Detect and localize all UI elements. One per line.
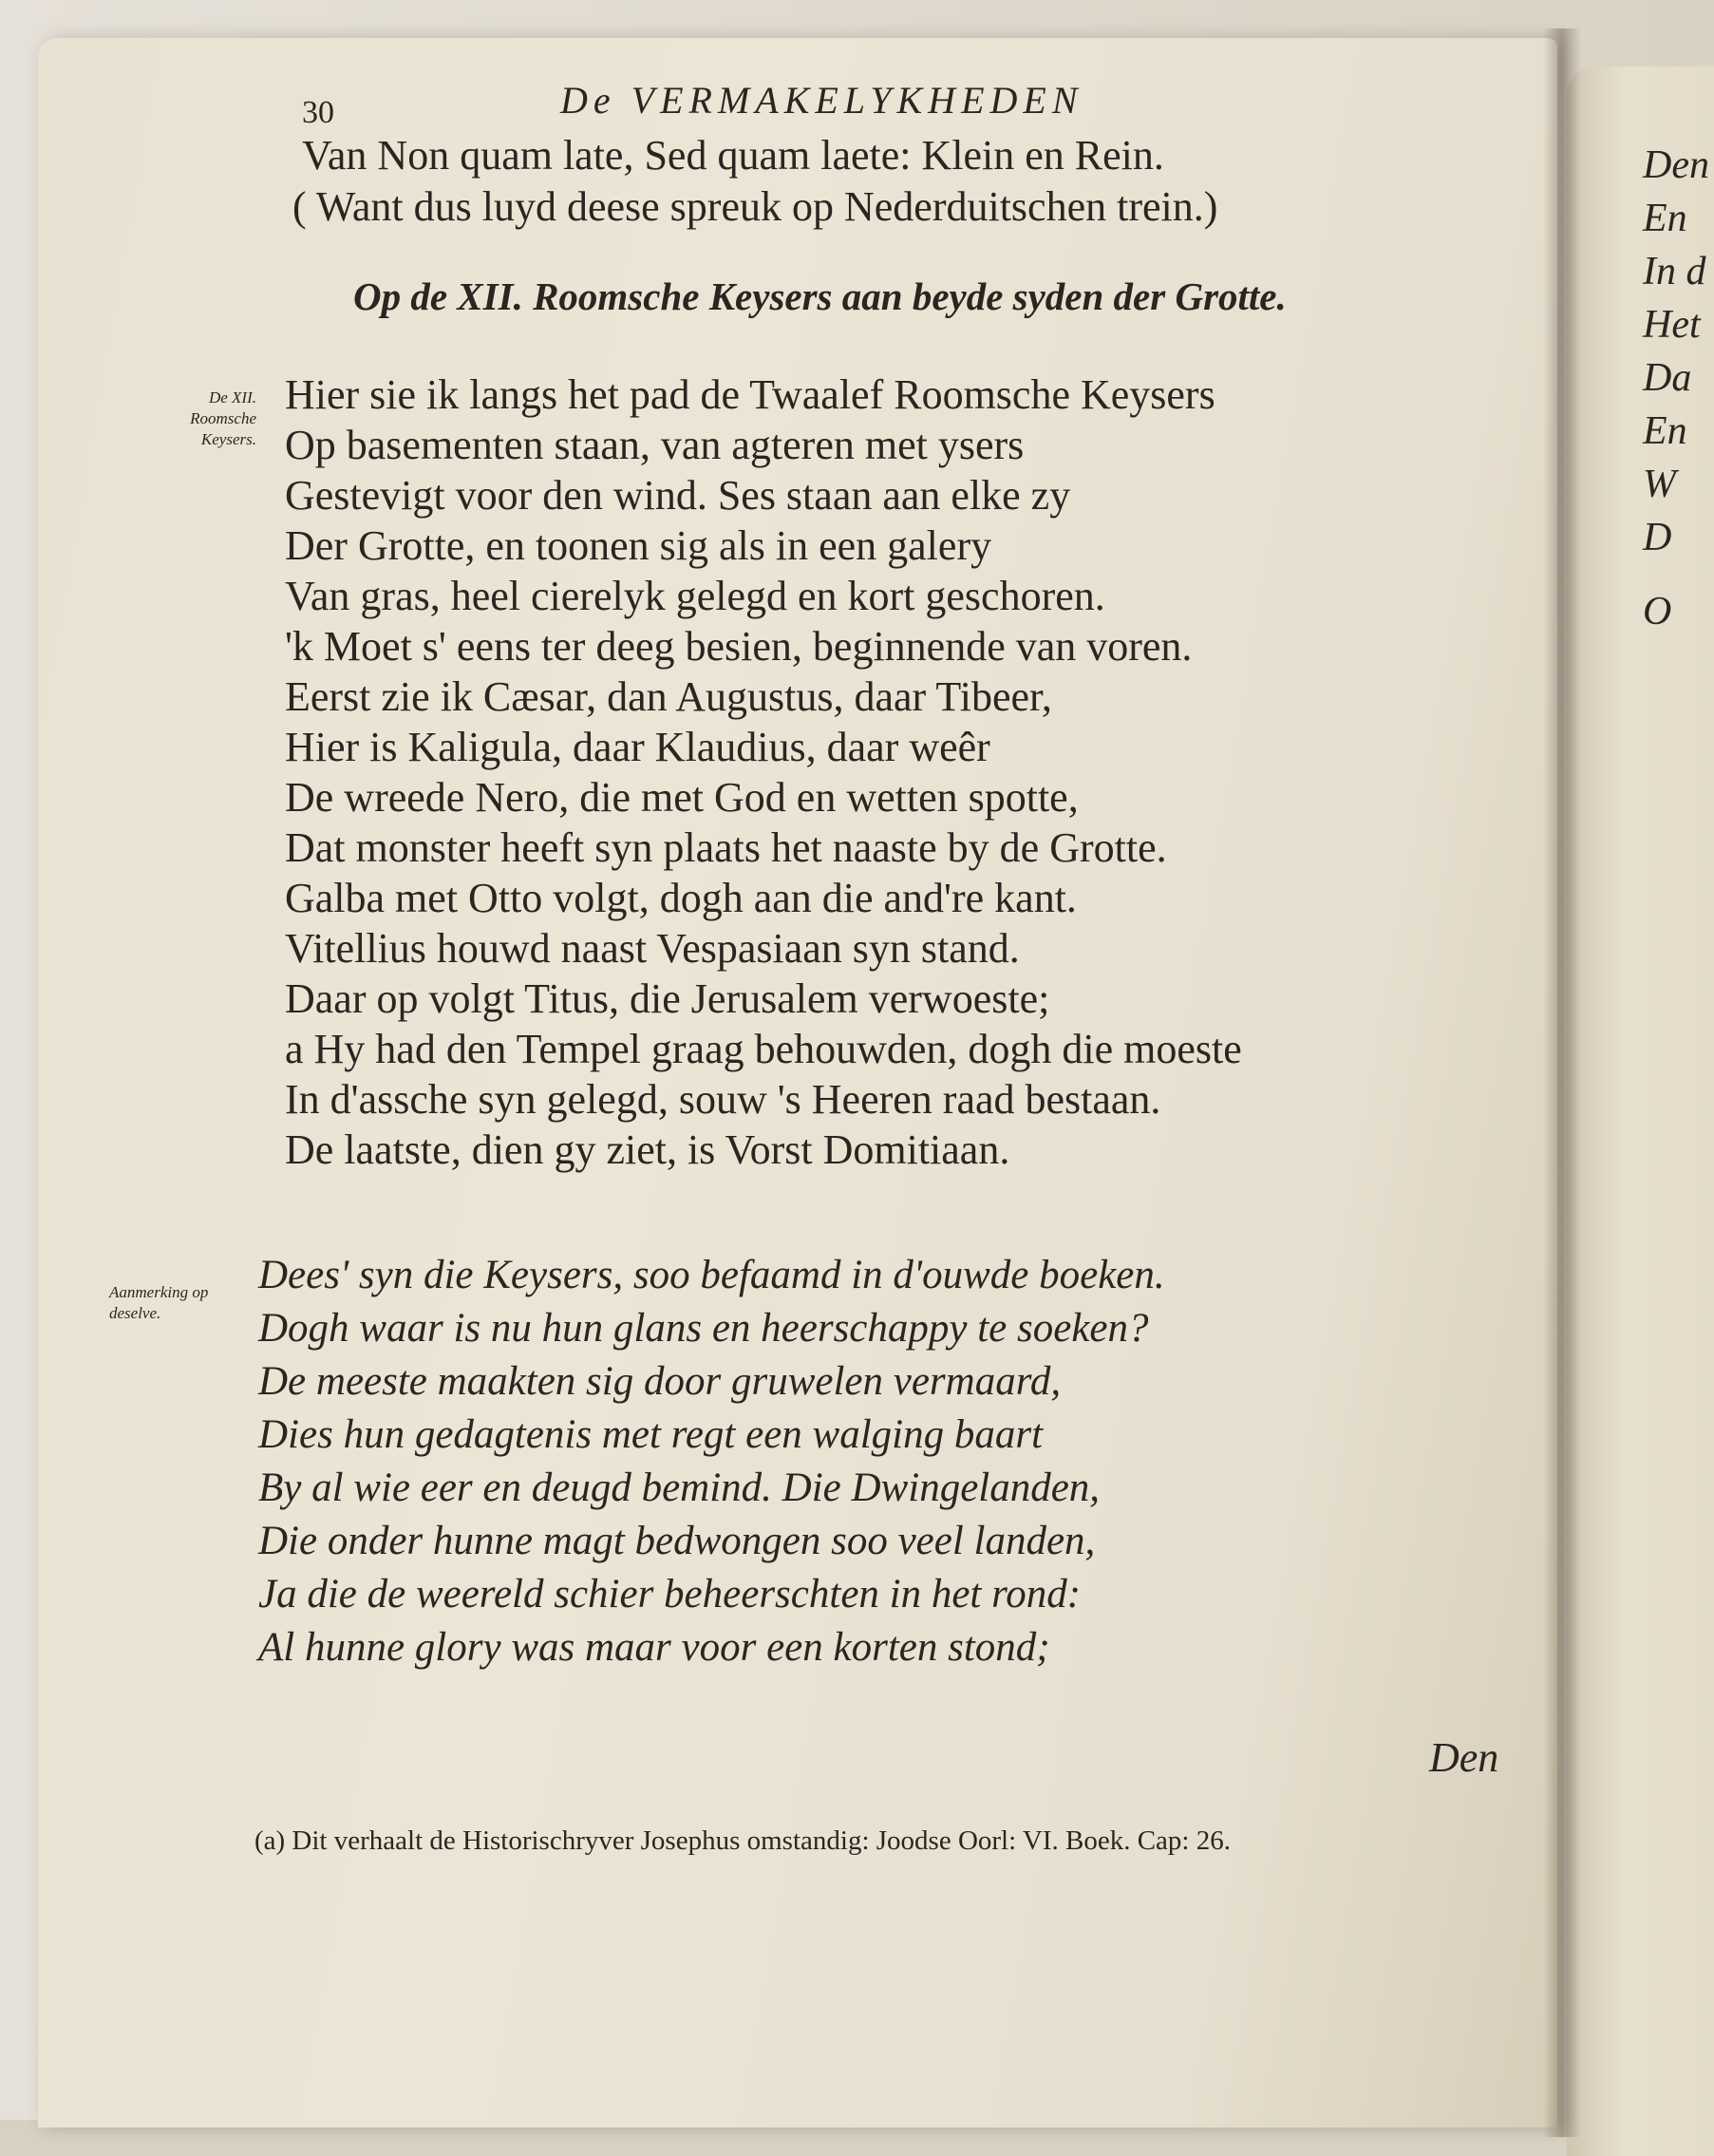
verse-line: In d'assche syn gelegd, souw 's Heeren raad bestaan. — [285, 1076, 1161, 1123]
facing-page — [1567, 66, 1714, 2156]
facing-line: O — [1643, 590, 1672, 634]
verse-line: Dat monster heeft syn plaats het naaste by de Grotte. — [285, 824, 1167, 871]
verse-line: De meeste maakten sig door gruwelen vermaard, — [258, 1359, 1062, 1404]
verse-line: De laatste, dien gy ziet, is Vorst Domitiaan. — [285, 1126, 1010, 1173]
book-gutter — [1543, 28, 1581, 2137]
verse-line: Der Grotte, en toonen sig als in een galery — [285, 522, 992, 569]
verse-line: Daar op volgt Titus, die Jerusalem verwoeste; — [285, 975, 1050, 1022]
facing-line: En — [1643, 197, 1687, 240]
verse-line: Dees' syn die Keysers, soo befaamd in d'ouwde boeken. — [258, 1253, 1165, 1297]
header-line-2: ( Want dus luyd deese spreuk op Nederduitschen trein.) — [292, 183, 1218, 230]
facing-line: Het — [1643, 303, 1701, 347]
page-number: 30 — [302, 95, 334, 130]
verse-line: De wreede Nero, die met God en wetten spotte, — [285, 774, 1079, 821]
verse-line: Hier sie ik langs het pad de Twaalef Roomsche Keysers — [285, 371, 1215, 418]
verse-line: a Hy had den Tempel graag behouwden, dogh die moeste — [285, 1026, 1242, 1072]
verse-line: By al wie eer en deugd bemind. Die Dwingelanden, — [258, 1466, 1101, 1510]
header-line-1: Van Non quam late, Sed quam laete: Klein en Rein. — [302, 132, 1164, 179]
verse-line: 'k Moet s' eens ter deeg besien, beginnende van voren. — [285, 623, 1193, 670]
verse-line: Dies hun gedagtenis met regt een walging baart — [258, 1412, 1044, 1457]
verse-line: Hier is Kaligula, daar Klaudius, daar weêr — [285, 724, 990, 770]
verse-line: Al hunne glory was maar voor een korten stond; — [258, 1625, 1050, 1670]
footnote: (a) Dit verhaalt de Historischryver Josephus omstandig: Joodse Oorl: VI. Boek. Cap: 26. — [254, 1825, 1231, 1856]
facing-line: Da — [1643, 356, 1692, 400]
facing-line: Den — [1643, 143, 1709, 187]
verse-line: Ja die de weereld schier beheerschten in het rond: — [258, 1572, 1082, 1617]
facing-line: En — [1643, 409, 1687, 453]
verse-line: Die onder hunne magt bedwongen soo veel landen, — [258, 1519, 1096, 1563]
verse-line: Dogh waar is nu hun glans en heerschappy te soeken? — [258, 1306, 1149, 1351]
facing-line: W — [1643, 463, 1676, 506]
verse-line: Gestevigt voor den wind. Ses staan aan elke zy — [285, 472, 1071, 519]
margin-note: Aanmerking op deselve. — [109, 1283, 209, 1322]
verse-line: Eerst zie ik Cæsar, dan Augustus, daar Tibeer, — [285, 673, 1052, 720]
verse-line: Van gras, heel cierelyk gelegd en kort geschoren. — [285, 573, 1105, 619]
running-head: De VERMAKELYKHEDEN — [560, 79, 1083, 122]
facing-line: In d — [1643, 250, 1706, 293]
facing-line: D — [1643, 516, 1672, 559]
catchword: Den — [1429, 1734, 1499, 1781]
verse-line: Op basementen staan, van agteren met ysers — [285, 422, 1025, 468]
margin-note: De XII. Roomsche Keysers. — [190, 388, 256, 448]
verse-line: Galba met Otto volgt, dogh aan die and're kant. — [285, 875, 1077, 921]
verse-line: Vitellius houwd naast Vespasiaan syn stand. — [285, 925, 1020, 972]
poem-title: Op de XII. Roomsche Keysers aan beyde syden der Grotte. — [353, 274, 1287, 318]
